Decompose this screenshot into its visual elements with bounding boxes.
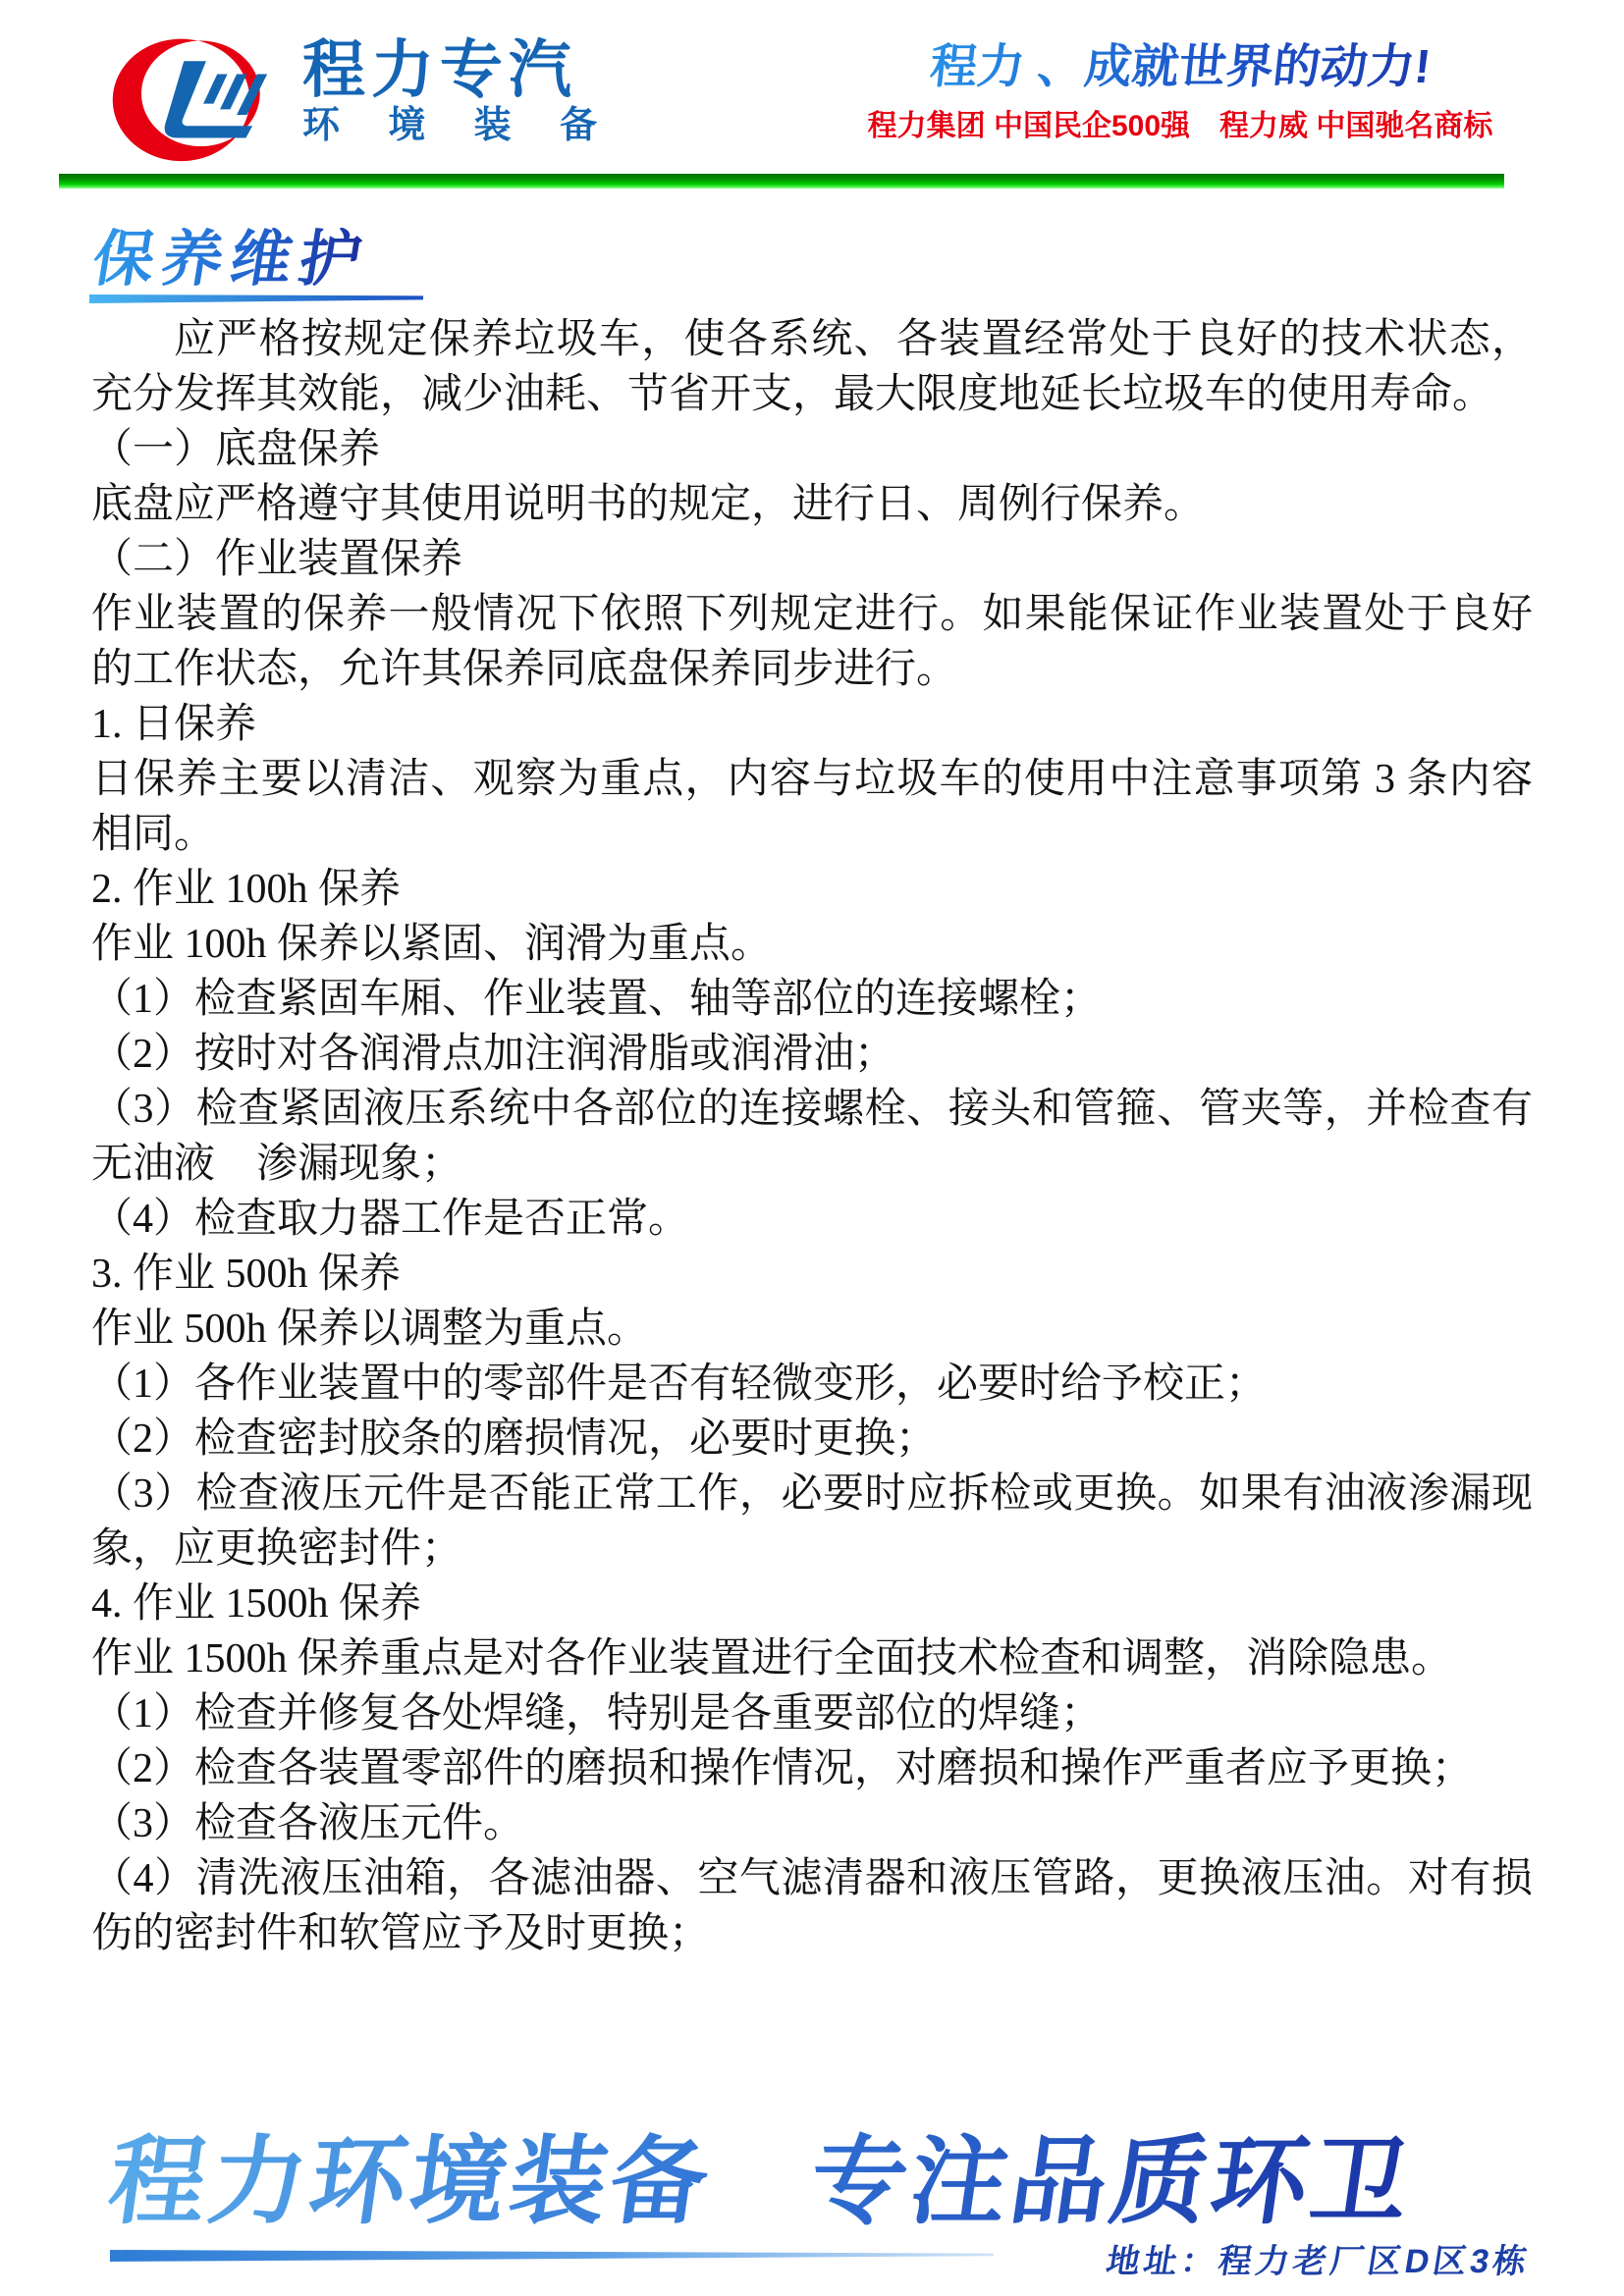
chengli-crescent-logo-icon <box>90 33 287 163</box>
logo-division-name: 环 境 装 备 <box>302 105 597 146</box>
paragraph: 作业 100h 保养以紧固、润滑为重点。 <box>91 922 773 967</box>
subsection-heading: 1. 日保养 <box>91 702 257 747</box>
header-tagline: 程力集团 中国民企500强 程力威 中国驰名商标 <box>867 110 1493 142</box>
list-item: （4）清洗液压油箱，各滤油器、空气滤清器和液压管路，更换液压油。对有损伤的密封件和软管应予及时更换； <box>91 1856 1533 1956</box>
page-title: 保养维护 <box>87 226 374 294</box>
logo-company-name: 程力专汽 <box>302 34 577 105</box>
company-logo <box>90 33 597 163</box>
title-underline <box>89 294 423 303</box>
paragraph: 作业 500h 保养以调整为重点。 <box>91 1307 649 1352</box>
section-heading: （二）作业装置保养 <box>91 537 463 582</box>
list-item: （4）检查取力器工作是否正常。 <box>91 1197 690 1242</box>
list-item: （2）检查各装置零部件的磨损和操作情况，对磨损和操作严重者应予更换； <box>91 1746 1474 1791</box>
header-slogan: 程力 、成就世界的动力! <box>824 39 1537 96</box>
paragraph: 底盘应严格遵守其使用说明书的规定，进行日、周例行保养。 <box>91 482 1206 527</box>
footer <box>0 2128 1624 2296</box>
subsection-heading: 4. 作业 1500h 保养 <box>91 1581 422 1627</box>
subsection-heading: 3. 作业 500h 保养 <box>91 1252 402 1297</box>
green-divider <box>59 174 1504 188</box>
list-item: （2）检查密封胶条的磨损情况，必要时更换； <box>91 1416 938 1462</box>
section-heading: （一）底盘保养 <box>91 427 381 472</box>
list-item: （3）检查液压元件是否能正常工作，必要时应拆检或更换。如果有油液渗漏现象，应更换密封件； <box>91 1471 1533 1572</box>
footer-bottom <box>0 2240 1624 2296</box>
document-body <box>91 312 1533 1961</box>
list-item: （1）检查紧固车厢、作业装置、轴等部位的连接螺栓； <box>91 977 1103 1022</box>
list-item: （3）检查紧固液压系统中各部位的连接螺栓、接头和管箍、管夹等，并检查有无油液 渗漏现象； <box>91 1087 1533 1187</box>
paragraph: 日保养主要以清洁、观察为重点，内容与垃圾车的使用中注意事项第 3 条内容相同。 <box>91 757 1533 857</box>
paragraph: 应严格按规定保养垃圾车，使各系统、各装置经常处于良好的技术状态，充分发挥其效能，减少油耗、节省开支，最大限度地延长垃圾车的使用寿命。 <box>91 317 1533 417</box>
header <box>0 0 1624 175</box>
paragraph: 作业 1500h 保养重点是对各作业装置进行全面技术检查和调整，消除隐患。 <box>91 1636 1453 1682</box>
list-item: （1）各作业装置中的零部件是否有轻微变形，必要时给予校正； <box>91 1362 1268 1407</box>
paragraph: 作业装置的保养一般情况下依照下列规定进行。如果能保证作业装置处于良好的工作状态，允许其保养同底盘保养同步进行。 <box>91 592 1533 692</box>
list-item: （2）按时对各润滑点加注润滑脂或润滑油； <box>91 1032 896 1077</box>
list-item: （3）检查各液压元件。 <box>91 1801 525 1846</box>
list-item: （1）检查并修复各处焊缝，特别是各重要部位的焊缝； <box>91 1691 1103 1736</box>
footer-address: 地址：程力老厂区D区3栋 <box>1103 2243 1534 2280</box>
footer-swoosh-line <box>110 2250 994 2262</box>
footer-slogan: 程力环境装备 专注品质环卫 <box>102 2128 1624 2234</box>
subsection-heading: 2. 作业 100h 保养 <box>91 867 402 912</box>
header-slogan-block <box>827 39 1534 143</box>
page-title-block <box>87 226 423 303</box>
logo-text <box>302 33 597 147</box>
